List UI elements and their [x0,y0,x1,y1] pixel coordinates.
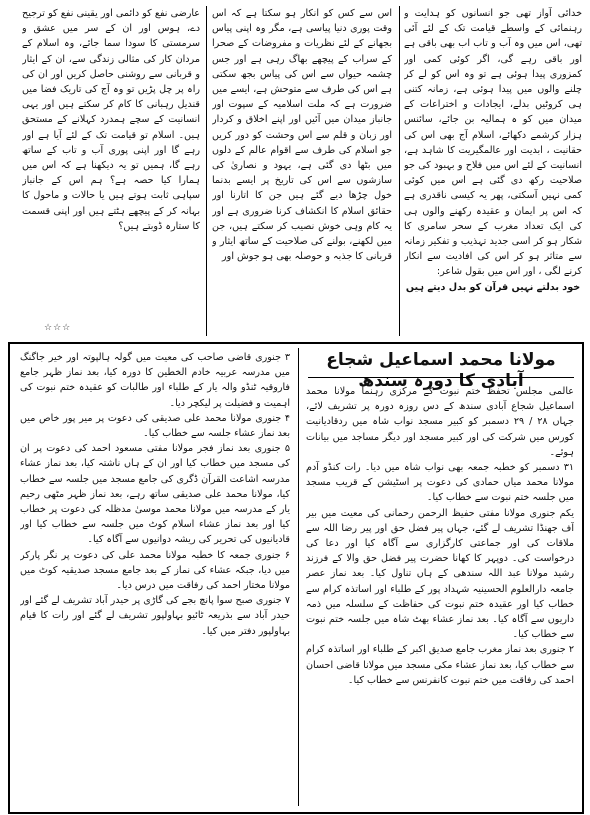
column-divider [399,6,400,336]
poetry-verse: خود بدلتے نہیں قرآن کو بدل دیتے ہیں [405,281,581,293]
report-headline: مولانا محمد اسماعیل شجاع آبادی کا دورہ سندھ [326,350,556,391]
report-paragraph: یکم جنوری مولانا مفتی حفیظ الرحمن رحمانی کی معیت میں بیر آف جھنڈا تشریف لے گئے، جہاں پیر فضل حق اور پیر رضا اللہ سے ملاقات کی اور جماعتی کارگزاری سے آگاہ کیا اور دعا کی درخواست کی۔ دوپہر کا کھانا حضرت پیر فضل حق والا کے فرزند رشید مولانا عبد اللہ سندھی کے ہاں تناول کیا۔ بعد نماز عصر جامعہ دارالعلوم الحسینیہ شہداد پور کے طلباء اور اساتذہ کرام سے خطاب کیا اور عقیدہ ختم نبوت کی حفاظت کے سلسلہ میں ذمہ داریوں سے آگاہ کیا۔ بعد نماز عشاء بھٹ شاہ میں جلسہ ختم نبوت سے خطاب کیا۔ [306,507,574,641]
report-paragraph: ۳ جنوری قاضی صاحب کی معیت میں گولہ ہالپوتہ اور خیر جاگنگ میں مدرسہ عربیہ خادم الخطین کا دورہ کیا، بعد نماز ظہر جامع فاروقیہ ٹنڈو والہ یار کے طلباء اور طالبات کو عقیدہ ختم نبوت کی اہمیت و فضیلت پر لیکچر دیا۔ [20,352,290,409]
article-column-middle [212,6,392,338]
section-end-stars: ☆☆☆ [44,323,72,333]
article-column-left-text: عارضی نفع کو دائمی اور یقینی نفع کو ترجیح دے، ہوس اور ان کے سر میں عشق و سرمستی کا سودا سما جائے، وہ اسلام کے مردان کار کی مثالی زندگی سے، ان کے ایثار و قربانی سے روشنی حاصل کریں اور ان کی راہ پر چل پڑیں تو وہ آج کی تاریک فضا میں قندیل رہبانی کا کام کر سکتے ہیں اور یہی انسانیت کے سچے ہمدرد کہلانے کے مستحق ہیں۔ اسلام تو قیامت تک کے لئے آیا ہے اور رہے گا اور اپنی پوری آب و تاب کے ساتھ رہے گا، ہمیں تو یہ دیکھنا ہے کہ اس میں ہمارا کیا حصہ ہے؟ ہم اس کے جانباز سپاہی ثابت ہوتے ہیں یا حالات و ماحول کا بہانہ کر کے پیچھے ہٹتے ہیں اور اپنی قسمت کا ستارہ ڈوبتے ہیں؟ [22,8,200,232]
news-report-box [8,342,584,814]
report-paragraph: ۳۱ دسمبر کو خطبہ جمعہ بھی نواب شاہ میں دیا۔ رات کنڈو آدم مولانا محمد میاں حمادی کی دعوت پر اسٹیشن کے قریب مسجد میں جلسہ ختم نبوت سے خطاب کیا۔ [306,462,574,504]
headline-rule [308,377,574,378]
report-paragraph: ۲ جنوری بعد نماز مغرب جامع صدیق اکبر کے طلباء اور اساتذہ کرام سے خطاب کیا، بعد نماز عشاء مکی مسجد میں مولانا قاضی احسان احمد کی رفاقت میں ختم نبوت کانفرنس سے خطاب کیا۔ [306,644,574,686]
report-column-right [306,384,574,806]
report-paragraph: ۴ جنوری مولانا محمد علی صدیقی کی دعوت پر میر پور خاص میں بعد نماز عشاء جلسہ سے خطاب کیا۔ [20,412,290,440]
article-column-right [404,6,582,338]
report-column-left [20,350,290,806]
report-paragraph: عالمی مجلس تحفظ ختم نبوت کے مرکزی رہنما مولانا محمد اسماعیل شجاع آبادی سندھ کے دس روزہ دورہ پر تشریف لائے، جہاں ۲۸ / ۲۹ دسمبر کو کبیر مسجد نواب شاہ میں ردقادیانیت کورس میں شرکت کی اور کبیر مسجد اور دیگر مساجد میں بیانات ہوئے۔ [306,386,574,458]
report-column-divider [298,348,299,806]
report-paragraph: ۷ جنوری صبح سوا پانچ بجے کی گاڑی پر حیدر آباد تشریف لے گئے اور حیدر آباد سے بذریعہ ٹائیو بہاولپور تشریف لے گئے اور رات کا قیام بہاولپور دفتر میں کیا۔ [20,595,290,637]
report-paragraph: ۵ جنوری بعد نماز فجر مولانا مفتی مسعود احمد کی دعوت پر ان کی مسجد میں خطاب کیا اور ان کے ہاں ناشتہ کیا، بعد نماز عشاء مدرسہ اشاعت القرآن ڈگری کی جامع مسجد میں جلسہ سے خطاب کیا، مولانا محمد علی صدیقی ساتھ رہے، بعد نماز ظہر مٹھی رحیم یار کے مدرسہ میں مولانا محمد موسیٰ مدظلہ کی دعوت پر خطاب کیا اور بعد نماز عشاء اسلام کوٹ میں جلسہ سے خطاب کیا اور قادیانیوں کی تحریر کی ریشہ دوانیوں سے آگاہ کیا۔ [20,443,290,546]
report-paragraph: ۶ جنوری جمعہ کا خطبہ مولانا محمد علی کی دعوت پر نگر پارکر میں دیا، جبکہ عشاء کی نماز کے بعد جامع مسجد صدیقیہ کوٹ میں مولانا مختار احمد کی رفاقت میں درس دیا۔ [20,549,290,592]
article-column-middle-text: اس سے کس کو انکار ہو سکتا ہے کہ اس وقت پوری دنیا پیاسی ہے، مگر وہ اپنی پیاس بجھانے کے لئے نظریات و مفروضات کے صحرا کے سراب کے پیچھے بھاگ رہی ہے اور جس چشمہ حیواں سے اس کی پیاس بجھ سکتی ہے اس کی طرف سے متوحش ہے، ایسے میں ضرورت ہے کہ ملت اسلامیہ کے سپوت اور جانباز میدان میں آئیں اور اپنے اخلاق و کردار اور زبان و قلم سے اس وحشت کو دور کریں جو اسلام کی طرف سے اقوام عالم کے دلوں میں بٹھا دی گئی ہے، یہود و نصاریٰ کی سازشوں سے اس کی تاریخ پر ایسے بدنما خول چڑھا دیے گئے ہیں جن کا اتارنا اور حقائق اسلام کا انکشاف کرنا ضروری ہے اور یہ کام وہی خوش نصیب کر سکتے ہیں، جن میں لکھنے، بولنے کی صلاحیت کے ساتھ ایثار و قربانی کا جذبہ و حوصلہ بھی ہو جوش اور [212,8,392,263]
article-column-left [22,6,200,324]
article-column-right-text: خدائی آواز تھی جو انسانوں کو ہدایت و رہنمائی کے واسطے قیامت تک کے لئے آئی تھی، اس میں وہ آب و تاب اب بھی باقی ہے اور باقی رہے گی، اگر کوئی کمی اور کمزوری پیدا ہوئی ہے تو وہ اس کو لے کر چلنے والوں میں پیدا ہوئی ہے، زمانہ کتنی ہی کروٹیں بدلے، ایجادات و اختراعات کے میدان میں کو ہ ہمالیہ بن جائے، سائنس ہزار کرشمے دکھائے، اسلام آج بھی اس کی حقانیت ، ابدیت اور عالمگیریت کا شاہد ہے، انسانیت کے لئے اس میں فلاح و بہبود کی جو صلاحیت رکھ دی گئی ہے اس میں کوئی کمی نہیں آسکتی، پھر یہ کیسی ناقدری ہے کہ اس پر ایمان و عقیدہ رکھنے والوں ہی کی ایک تعداد مغرب کے سحر سامری کا شکار ہو کر اسی جدید تہذیب و تفکیر زمانہ سے متاثر ہو کر اس کی افادیت سے انکار کرنے لگی ، اور اس میں بقول شاعر: [404,8,582,278]
column-divider [206,6,207,336]
